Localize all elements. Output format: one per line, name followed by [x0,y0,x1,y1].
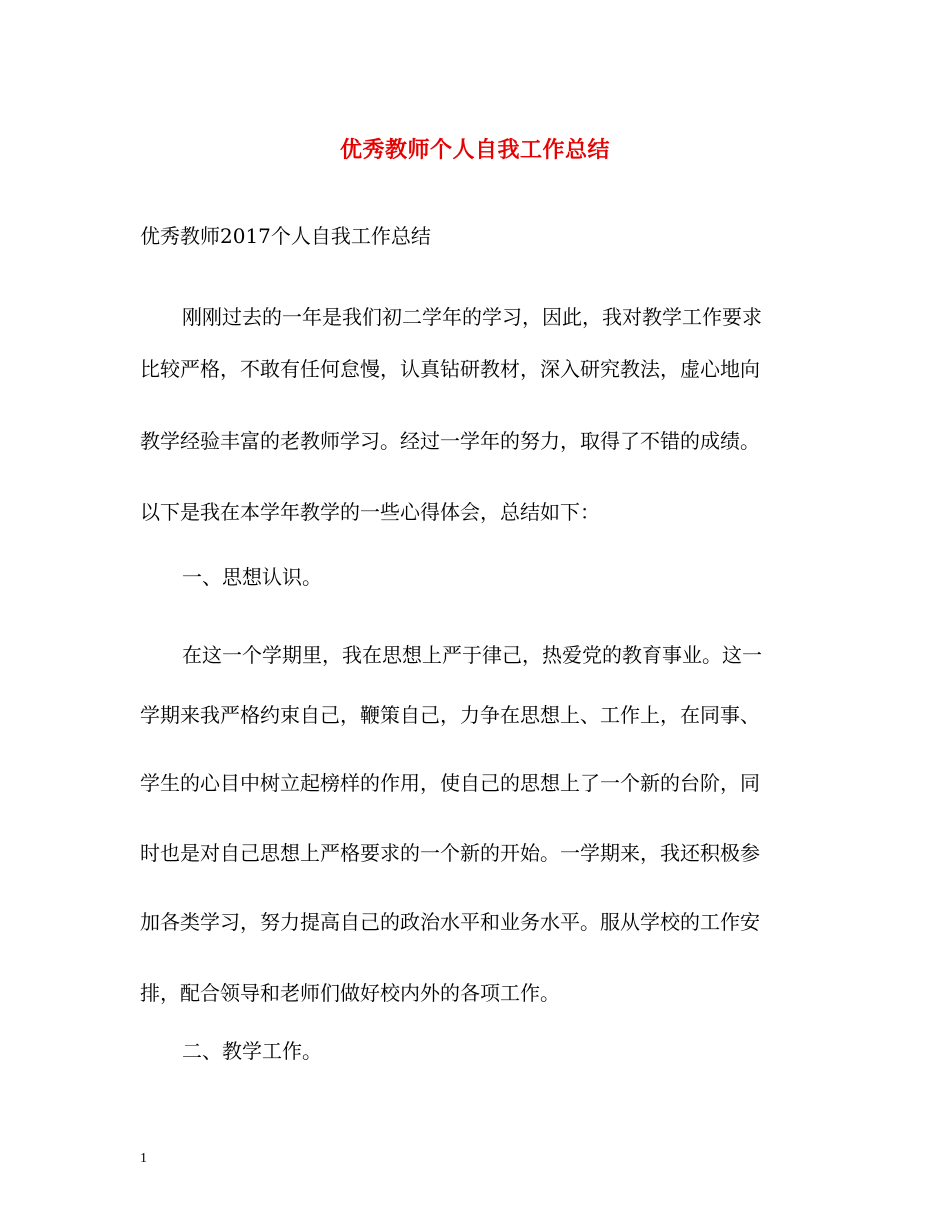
paragraph-line: 在这一个学期里，我在思想上严于律己，热爱党的教育事业。这一 [182,643,762,667]
paragraph-line: 学生的心目中树立起榜样的作用，使自己的思想上了一个新的台阶，同 [140,771,760,795]
page-number: 1 [140,1151,147,1166]
section-heading: 二、教学工作。 [182,1039,322,1063]
paragraph-line: 比较严格，不敢有任何怠慢，认真钻研教材，深入研究教法，虚心地向 [140,357,760,381]
paragraph-line: 学期来我严格约束自己，鞭策自己，力争在思想上、工作上，在同事、 [140,703,760,727]
paragraph-line: 加各类学习，努力提高自己的政治水平和业务水平。服从学校的工作安 [140,910,760,934]
document-title: 优秀教师个人自我工作总结 [339,137,610,163]
paragraph-line: 以下是我在本学年教学的一些心得体会，总结如下： [140,500,600,524]
paragraph-line: 教学经验丰富的老教师学习。经过一学年的努力，取得了不错的成绩。 [140,429,760,453]
document-subtitle: 优秀教师2017个人自我工作总结 [140,224,431,248]
paragraph-line: 刚刚过去的一年是我们初二学年的学习，因此，我对教学工作要求 [182,305,762,329]
section-heading: 一、思想认识。 [182,565,322,589]
paragraph-line: 时也是对自己思想上严格要求的一个新的开始。一学期来，我还积极参 [140,841,760,865]
paragraph-line: 排，配合领导和老师们做好校内外的各项工作。 [140,981,560,1005]
